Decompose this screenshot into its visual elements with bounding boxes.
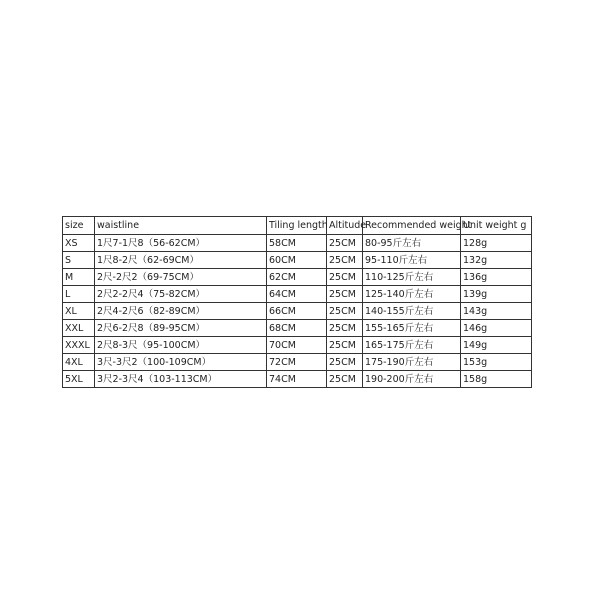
table-row <box>63 337 532 354</box>
tiling-length-cell: 58CM <box>267 235 327 252</box>
header-recommended-weight: Recommended weight <box>363 217 461 235</box>
recommended-weight-cell: 165-175斤左右 <box>363 337 461 354</box>
size-cell: XS <box>63 235 95 252</box>
altitude-cell: 25CM <box>327 303 363 320</box>
table-row <box>63 269 532 286</box>
tiling-length-cell: 60CM <box>267 252 327 269</box>
unit-weight-cell: 153g <box>461 354 532 371</box>
size-chart-table <box>62 216 532 388</box>
header-size: size <box>63 217 95 235</box>
recommended-weight-cell: 175-190斤左右 <box>363 354 461 371</box>
waistline-cell: 2尺8-3尺（95-100CM） <box>95 337 267 354</box>
waistline-cell: 3尺-3尺2（100-109CM） <box>95 354 267 371</box>
altitude-cell: 25CM <box>327 235 363 252</box>
recommended-weight-cell: 155-165斤左右 <box>363 320 461 337</box>
table-row <box>63 303 532 320</box>
table-row <box>63 354 532 371</box>
waistline-cell: 1尺7-1尺8（56-62CM） <box>95 235 267 252</box>
unit-weight-cell: 146g <box>461 320 532 337</box>
tiling-length-cell: 64CM <box>267 286 327 303</box>
altitude-cell: 25CM <box>327 337 363 354</box>
altitude-cell: 25CM <box>327 269 363 286</box>
unit-weight-cell: 158g <box>461 371 532 388</box>
waistline-cell: 2尺2-2尺4（75-82CM） <box>95 286 267 303</box>
waistline-cell: 1尺8-2尺（62-69CM） <box>95 252 267 269</box>
tiling-length-cell: 70CM <box>267 337 327 354</box>
waistline-cell: 2尺6-2尺8（89-95CM） <box>95 320 267 337</box>
recommended-weight-cell: 125-140斤左右 <box>363 286 461 303</box>
altitude-cell: 25CM <box>327 286 363 303</box>
size-cell: L <box>63 286 95 303</box>
header-altitude: Altitude <box>327 217 363 235</box>
table-row <box>63 320 532 337</box>
header-row <box>63 217 532 235</box>
tiling-length-cell: 72CM <box>267 354 327 371</box>
table-row <box>63 371 532 388</box>
size-cell: XXXL <box>63 337 95 354</box>
tiling-length-cell: 62CM <box>267 269 327 286</box>
header-tiling-length: Tiling length <box>267 217 327 235</box>
size-cell: M <box>63 269 95 286</box>
waistline-cell: 3尺2-3尺4（103-113CM） <box>95 371 267 388</box>
size-cell: 5XL <box>63 371 95 388</box>
recommended-weight-cell: 95-110斤左右 <box>363 252 461 269</box>
waistline-cell: 2尺-2尺2（69-75CM） <box>95 269 267 286</box>
altitude-cell: 25CM <box>327 354 363 371</box>
header-waistline: waistline <box>95 217 267 235</box>
unit-weight-cell: 132g <box>461 252 532 269</box>
table-row <box>63 286 532 303</box>
header-unit-weight: Unit weight g <box>461 217 532 235</box>
size-cell: S <box>63 252 95 269</box>
unit-weight-cell: 128g <box>461 235 532 252</box>
table-row <box>63 235 532 252</box>
recommended-weight-cell: 110-125斤左右 <box>363 269 461 286</box>
size-cell: XL <box>63 303 95 320</box>
tiling-length-cell: 66CM <box>267 303 327 320</box>
unit-weight-cell: 139g <box>461 286 532 303</box>
altitude-cell: 25CM <box>327 252 363 269</box>
tiling-length-cell: 74CM <box>267 371 327 388</box>
unit-weight-cell: 149g <box>461 337 532 354</box>
waistline-cell: 2尺4-2尺6（82-89CM） <box>95 303 267 320</box>
unit-weight-cell: 143g <box>461 303 532 320</box>
altitude-cell: 25CM <box>327 371 363 388</box>
recommended-weight-cell: 80-95斤左右 <box>363 235 461 252</box>
unit-weight-cell: 136g <box>461 269 532 286</box>
altitude-cell: 25CM <box>327 320 363 337</box>
recommended-weight-cell: 190-200斤左右 <box>363 371 461 388</box>
table-row <box>63 252 532 269</box>
tiling-length-cell: 68CM <box>267 320 327 337</box>
recommended-weight-cell: 140-155斤左右 <box>363 303 461 320</box>
size-cell: XXL <box>63 320 95 337</box>
size-cell: 4XL <box>63 354 95 371</box>
